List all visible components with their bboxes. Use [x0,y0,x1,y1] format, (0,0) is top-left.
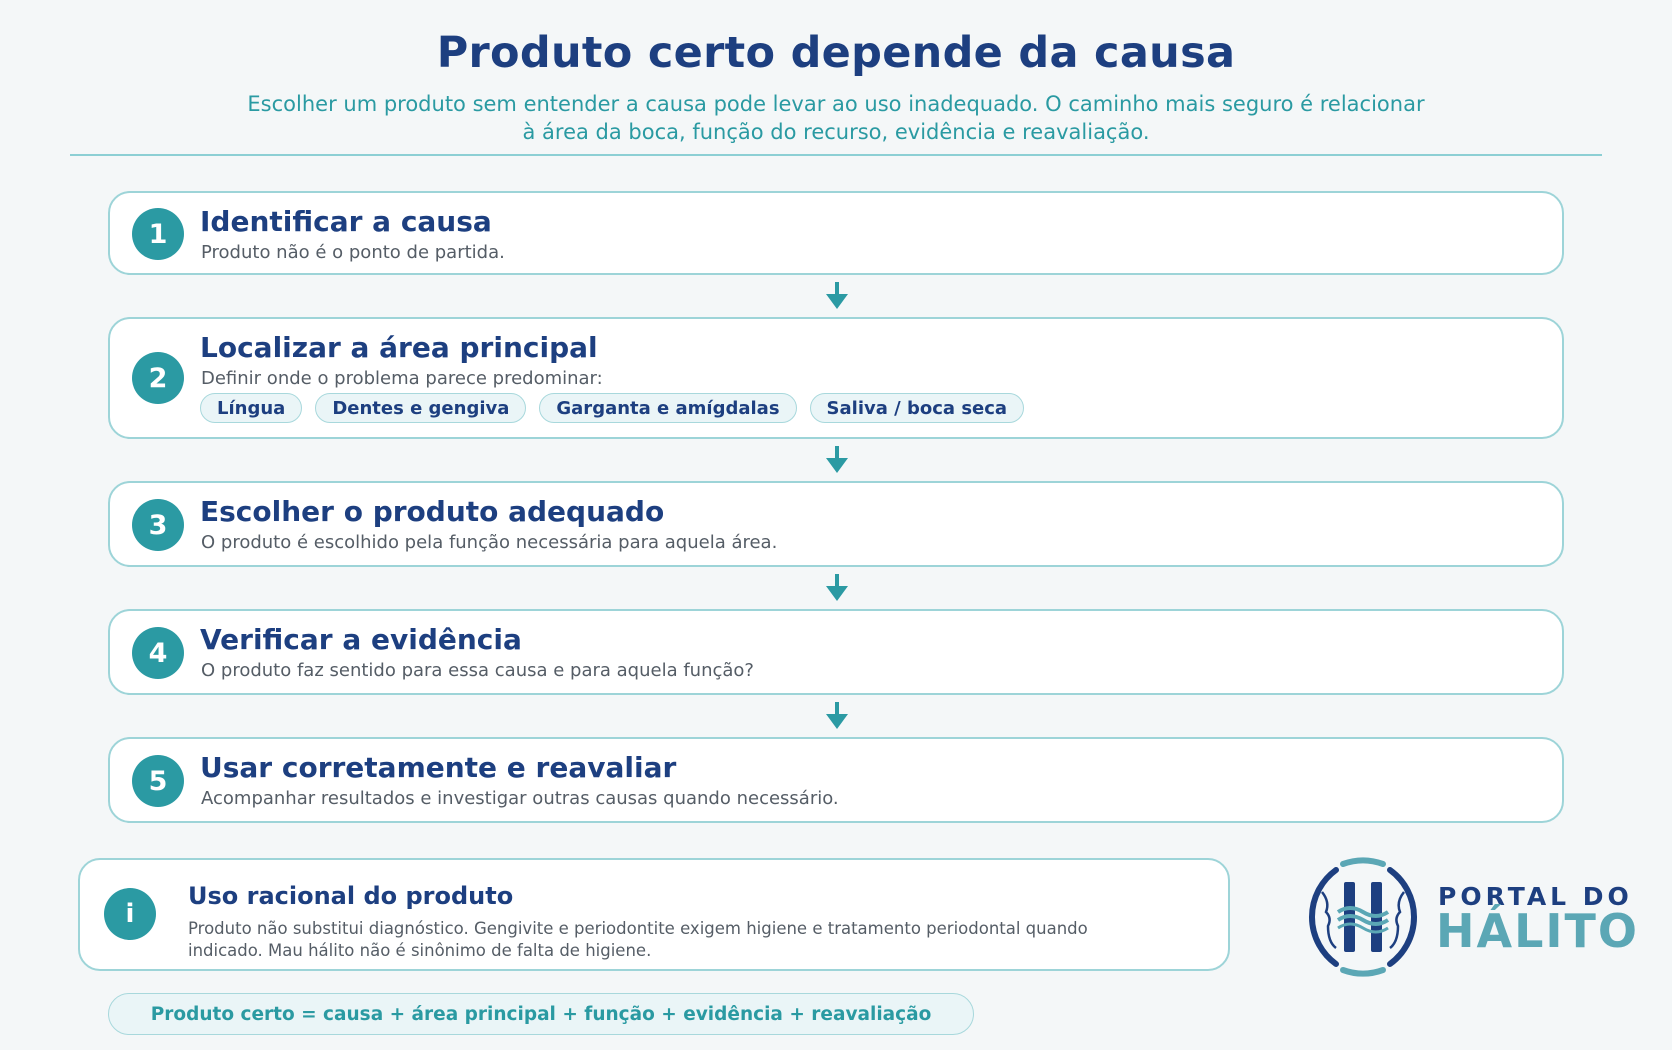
chip-lingua: Língua [200,393,302,423]
header-divider [70,154,1602,156]
arrow-down-icon [825,574,849,602]
step-description: O produto é escolhido pela função necessária para aquela área. [201,532,778,553]
step-title: Usar corretamente e reavaliar [200,751,677,784]
info-title: Uso racional do produto [188,882,514,910]
step-title: Identificar a causa [200,205,492,238]
info-text-line-1: Produto não substitui diagnóstico. Gengivite e periodontite exigem higiene e tratamento periodontal quando [188,919,1088,938]
chip-garganta-amigdalas: Garganta e amígdalas [539,393,796,423]
chip-saliva-boca-seca: Saliva / boca seca [810,393,1025,423]
logo-text-halito: HÁLITO [1436,904,1640,958]
area-chip-list [200,393,1024,423]
arrow-down-icon [825,282,849,310]
page-subtitle [186,90,1486,146]
step-card-5 [108,737,1564,823]
subtitle-line-2: à área da boca, função do recurso, evidência e reavaliação. [522,120,1150,144]
step-card-3 [108,481,1564,567]
logo-text-portal-do: PORTAL DO [1438,882,1633,911]
step-card-1 [108,191,1564,275]
step-title: Verificar a evidência [200,623,522,656]
step-number-badge: 5 [132,755,184,807]
info-icon: i [104,888,156,940]
info-text [188,918,1188,962]
logo-emblem-icon [1298,852,1428,982]
info-text-line-2: indicado. Mau hálito não é sinônimo de falta de higiene. [188,941,652,960]
step-card-4 [108,609,1564,695]
arrow-down-icon [825,702,849,730]
subtitle-line-1: Escolher um produto sem entender a causa pode levar ao uso inadequado. O caminho mais seguro é relacionar [247,92,1425,116]
page-title: Produto certo depende da causa [436,28,1236,78]
step-number-badge: 3 [132,499,184,551]
step-description: Acompanhar resultados e investigar outras causas quando necessário. [201,788,839,809]
chip-dentes-gengiva: Dentes e gengiva [315,393,526,423]
step-number-badge: 1 [132,208,184,260]
step-number-badge: 4 [132,627,184,679]
arrow-down-icon [825,446,849,474]
step-card-2 [108,317,1564,439]
step-title: Escolher o produto adequado [200,495,665,528]
step-description: O produto faz sentido para essa causa e para aquela função? [201,660,754,681]
step-title: Localizar a área principal [200,331,598,364]
step-description: Definir onde o problema parece predominar: [201,368,603,389]
step-number-badge: 2 [132,352,184,404]
step-description: Produto não é o ponto de partida. [201,242,505,263]
formula-banner: Produto certo = causa + área principal + função + evidência + reavaliação [108,993,974,1035]
info-box [78,858,1230,971]
portal-do-halito-logo [1298,852,1640,982]
